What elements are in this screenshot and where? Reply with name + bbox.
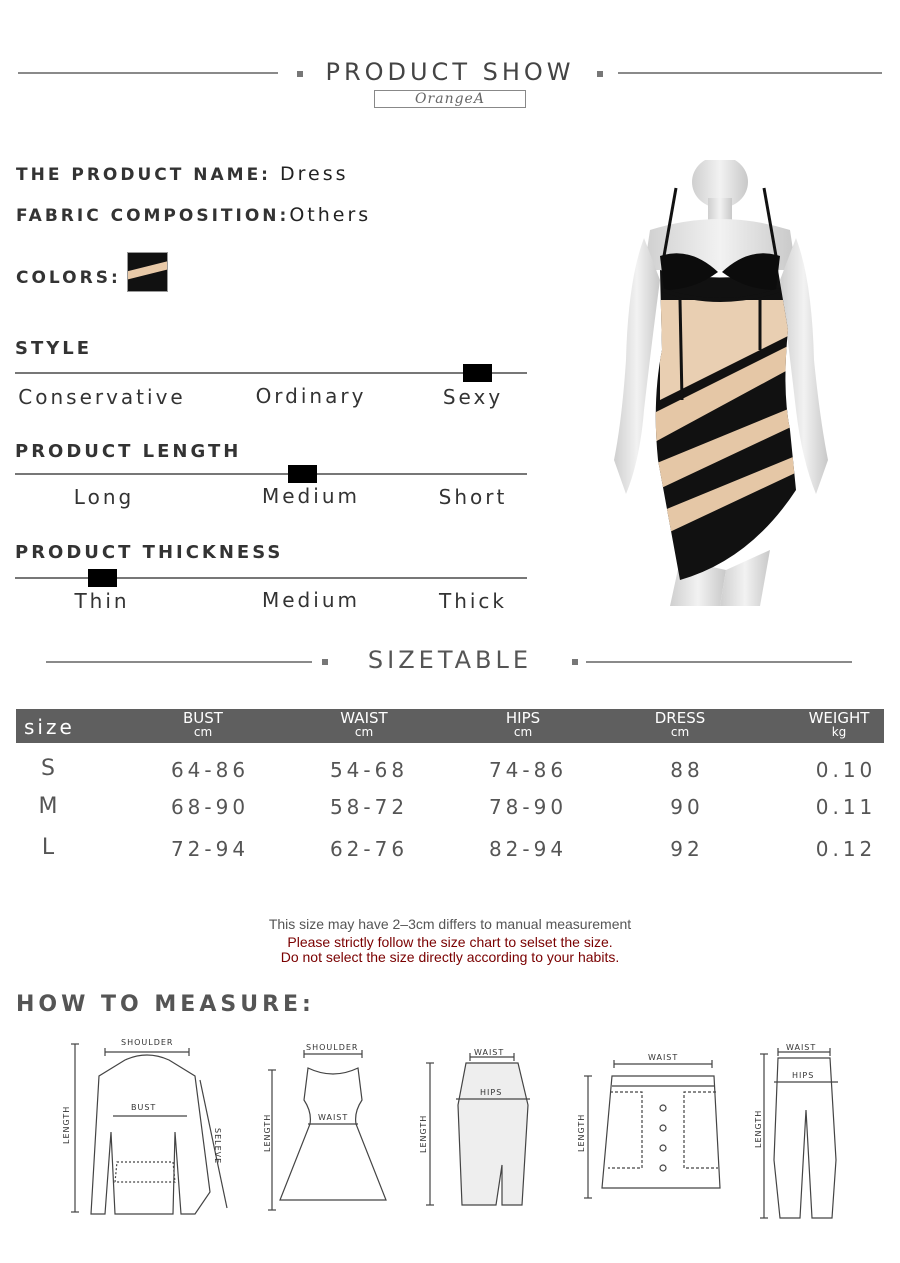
table-cell-s-waist: 54-68	[329, 758, 409, 782]
table-cell-s-hips: 74-86	[488, 758, 568, 782]
column-header-dress	[620, 711, 740, 739]
warning-line-1: Please strictly follow the size chart to selset the size.	[287, 934, 613, 950]
length-option-medium: Medium	[262, 484, 360, 508]
pants-hips-label: HIPS	[792, 1071, 815, 1080]
page-title: PRODUCT SHOW	[325, 58, 575, 86]
jacket-shoulder-label: SHOULDER	[121, 1038, 174, 1047]
dress-header-unit: cm	[670, 725, 690, 739]
brand-label: OrangeA	[374, 90, 526, 108]
table-cell-s-dress: 88	[670, 758, 704, 782]
jacket-bust-label: BUST	[131, 1103, 157, 1112]
style-marker	[463, 364, 492, 382]
how-to-measure-title: HOW TO MEASURE:	[16, 992, 315, 1017]
table-cell-s-bust: 64-86	[170, 758, 250, 782]
table-cell-l-dress: 92	[670, 837, 704, 861]
length-scale-line	[15, 473, 527, 475]
size-column-header: size	[24, 715, 75, 739]
dress-shoulder-label: SHOULDER	[306, 1043, 359, 1052]
dress-waist-label: WAIST	[318, 1113, 349, 1122]
thickness-option-thick: Thick	[438, 589, 508, 613]
skirt-waist-label: WAIST	[474, 1048, 505, 1057]
table-cell-l-bust: 72-94	[170, 837, 250, 861]
dress-header-label: DRESS	[654, 709, 706, 727]
table-cell-m-waist: 58-72	[329, 795, 409, 819]
thickness-option-thin: Thin	[74, 589, 130, 613]
shorts-waist-label: WAIST	[648, 1053, 679, 1062]
product-photo	[600, 160, 840, 606]
fabric-label: FABRIC COMPOSITION:	[16, 206, 290, 226]
colors-row	[16, 266, 121, 288]
hips-header-unit: cm	[513, 725, 533, 739]
pants-waist-label: WAIST	[786, 1043, 817, 1052]
thickness-marker	[88, 569, 117, 587]
table-row-size-m: M	[38, 794, 58, 819]
jacket-length-label: LENGTH	[62, 1105, 71, 1144]
style-option-sexy: Sexy	[442, 385, 504, 409]
waist-header-label: WAIST	[340, 709, 388, 727]
fabric-value: Others	[289, 204, 372, 226]
style-title: STYLE	[15, 338, 93, 359]
warning-line-2: Do not select the size directly according to your habits.	[280, 949, 620, 965]
sizetable-rule-left	[46, 661, 312, 663]
header-rule-left	[18, 72, 278, 74]
product-name-row	[16, 163, 349, 185]
shorts-measure-diagram	[572, 1048, 732, 1208]
column-header-hips	[463, 711, 583, 739]
length-title: PRODUCT LENGTH	[15, 441, 242, 462]
sizetable-bullet-left	[322, 659, 328, 665]
table-cell-l-weight: 0.12	[815, 837, 877, 861]
measurement-note: This size may have 2–3cm differs to manual measurement	[268, 916, 632, 932]
table-cell-m-dress: 90	[670, 795, 704, 819]
skirt-length-label: LENGTH	[419, 1114, 428, 1153]
thickness-option-medium: Medium	[262, 588, 360, 612]
skirt-hips-label: HIPS	[480, 1088, 503, 1097]
fabric-row	[16, 204, 371, 226]
colors-label: COLORS:	[16, 268, 121, 288]
table-cell-l-hips: 82-94	[488, 837, 568, 861]
bust-header-label: BUST	[183, 709, 223, 727]
waist-header-unit: cm	[354, 725, 374, 739]
table-row-size-s: S	[41, 756, 55, 781]
jacket-sleeve-label: SELEVE	[213, 1128, 222, 1165]
weight-header-label: WEIGHT	[808, 709, 870, 727]
sizetable-title: SIZETABLE	[367, 646, 533, 674]
sizetable-bullet-right	[572, 659, 578, 665]
product-name-value: Dress	[280, 163, 349, 185]
table-cell-m-bust: 68-90	[170, 795, 250, 819]
bust-header-unit: cm	[193, 725, 213, 739]
style-option-conservative: Conservative	[18, 385, 186, 409]
swatch-stripe	[127, 257, 168, 282]
style-scale-line	[15, 372, 527, 374]
header-bullet-right	[597, 71, 603, 77]
warning-note	[0, 935, 900, 965]
pants-length-label: LENGTH	[754, 1109, 763, 1148]
jacket-measure-diagram	[55, 1032, 245, 1222]
column-header-waist	[304, 711, 424, 739]
pants-measure-diagram	[748, 1040, 848, 1225]
weight-header-unit: kg	[831, 725, 847, 739]
shorts-length-label: LENGTH	[577, 1113, 586, 1152]
dress-measure-diagram	[258, 1040, 398, 1215]
style-option-ordinary: Ordinary	[255, 384, 367, 408]
table-cell-m-weight: 0.11	[815, 795, 877, 819]
thickness-title: PRODUCT THICKNESS	[15, 542, 284, 563]
hips-header-label: HIPS	[505, 709, 541, 727]
header-rule-right	[618, 72, 882, 74]
table-row-size-l: L	[41, 835, 55, 860]
product-name-label: THE PRODUCT NAME:	[16, 165, 271, 185]
sizetable-rule-right	[586, 661, 852, 663]
column-header-weight	[779, 711, 899, 739]
length-marker	[288, 465, 317, 483]
length-option-long: Long	[73, 485, 135, 509]
table-cell-m-hips: 78-90	[488, 795, 568, 819]
column-header-bust	[143, 711, 263, 739]
table-cell-s-weight: 0.10	[815, 758, 877, 782]
skirt-measure-diagram	[410, 1045, 540, 1215]
length-option-short: Short	[438, 485, 508, 509]
dress-length-label: LENGTH	[263, 1113, 272, 1152]
mannequin-dress-image	[600, 160, 840, 606]
table-cell-l-waist: 62-76	[329, 837, 409, 861]
color-swatch[interactable]	[127, 252, 168, 292]
size-table-header	[16, 709, 884, 743]
